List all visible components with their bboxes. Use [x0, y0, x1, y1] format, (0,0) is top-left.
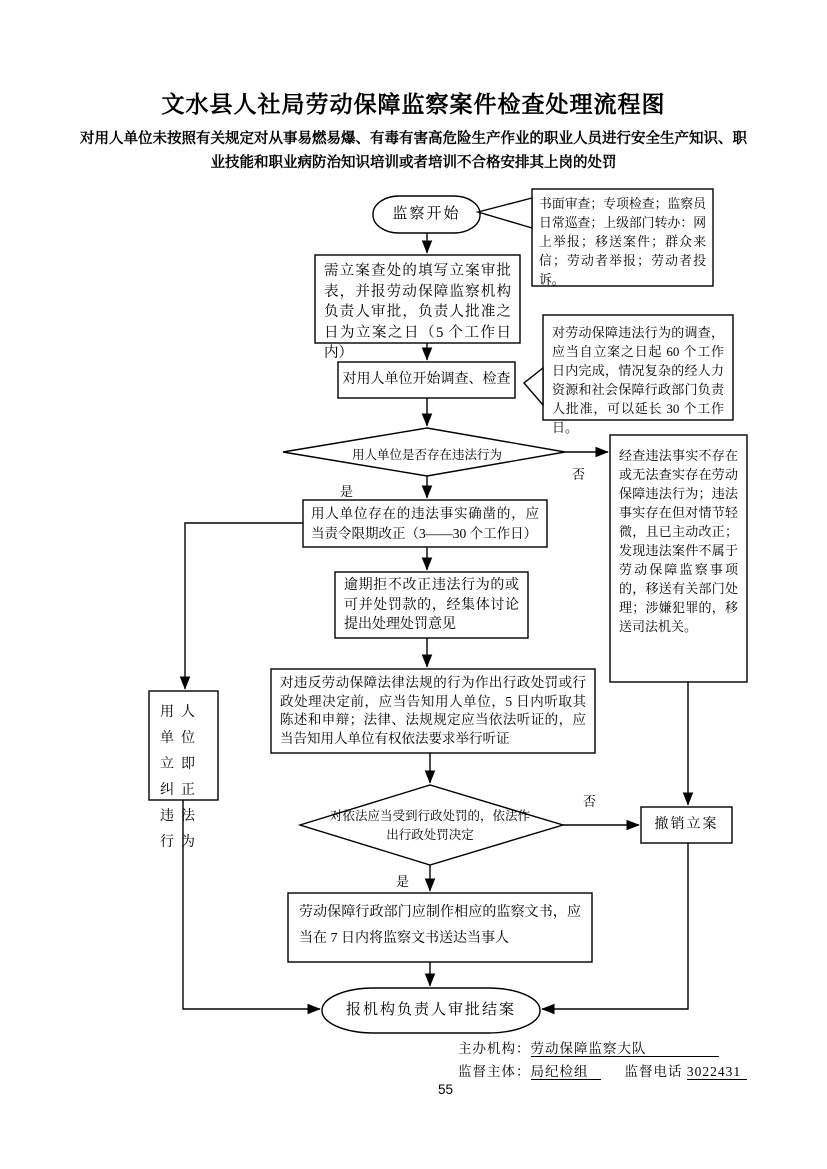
organizer-label: 主办机构： — [458, 1041, 531, 1056]
supervisor-label: 监督主体： — [458, 1064, 531, 1079]
start-terminator: 监察开始 — [392, 206, 461, 222]
no-label-1: 否 — [572, 467, 586, 482]
end-terminator: 报机构负责人审批结案 — [345, 1002, 516, 1018]
phone-label: 监督电话 — [624, 1064, 683, 1079]
notify-hearing-step: 对违反劳动保障法律法规的行为作出行政处罚或行政处理决定前，应当告知用人单位，5 日内听取其陈述和申辩；法律、法规规定应当依法听证的，应当告知用人单位有权依法要求举行听证 — [280, 675, 586, 746]
order-correction-step: 用人单位存在的违法事实确凿的，应当责令限期改正（3——30 个工作日） — [311, 506, 539, 541]
sources-callout: 书面审查；专项检查；监察员日常巡查；上级部门转办：网上举报；移送案件；群众来信；劳动者举报；劳动者投诉。 — [539, 197, 706, 287]
file-case-step: 需立案查处的填写立案审批表，并报劳动保障监察机构负责人审批，负责人批准之日为立案之日（5 个工作日内） — [324, 263, 511, 361]
no-label-2: 否 — [583, 794, 597, 809]
page-number: 55 — [438, 1082, 454, 1097]
violation-decision: 用人单位是否存在违法行为 — [351, 448, 502, 462]
investigate-step: 对用人单位开始调查、检查 — [342, 372, 511, 387]
no-violation-note: 经查违法事实不存在或无法查实存在劳动保障违法行为；违法事实存在但对情节轻微，且已主动改正；发现违法案件不属于劳动保障监察事项的，移送有关部门处理；涉嫌犯罪的，移送司法机关。 — [619, 448, 738, 634]
immediate-correction-step: 用人单位立即纠正违法行为 — [160, 705, 202, 850]
footer-supervisor — [458, 1060, 747, 1080]
page-subtitle: 对用人单位未按照有关规定对从事易燃易爆、有毒有害高危险生产作业的职业人员进行安全生产知识、职业技能和职业病防治知识培训或者培训不合格安排其上岗的处罚 — [80, 131, 747, 171]
organizer-value: 劳动保障监察大队 — [531, 1041, 719, 1057]
footer-organizer — [458, 1037, 719, 1057]
yes-label-2: 是 — [396, 874, 410, 889]
document-step: 劳动保障行政部门应制作相应的监察文书，应当在 7 日内将监察文书送达当事人 — [299, 905, 581, 946]
page-title: 文水县人社局劳动保障监察案件检查处理流程图 — [161, 91, 666, 117]
supervisor-value: 局纪检组 — [531, 1064, 601, 1080]
phone-value: 3022431 — [687, 1064, 747, 1080]
yes-label-1: 是 — [340, 484, 354, 499]
deadline-callout-pointer — [524, 368, 543, 405]
sources-callout-pointer — [478, 198, 532, 228]
deadline-callout: 对劳动保障违法行为的调查，应当自立案之日起 60 个工作日内完成，情况复杂的经人力资源和社会保障行政部门负责人批准，可以延长 30 个工作日。 — [552, 325, 724, 435]
penalty-decision: 对依法应当受到行政处罚的，依法作出行政处罚决定 — [330, 809, 531, 842]
overdue-penalty-step: 逾期拒不改正违法行为的或可并处罚款的，经集体讨论提出处理处罚意见 — [344, 578, 519, 632]
cancel-case-step: 撤销立案 — [654, 817, 719, 832]
